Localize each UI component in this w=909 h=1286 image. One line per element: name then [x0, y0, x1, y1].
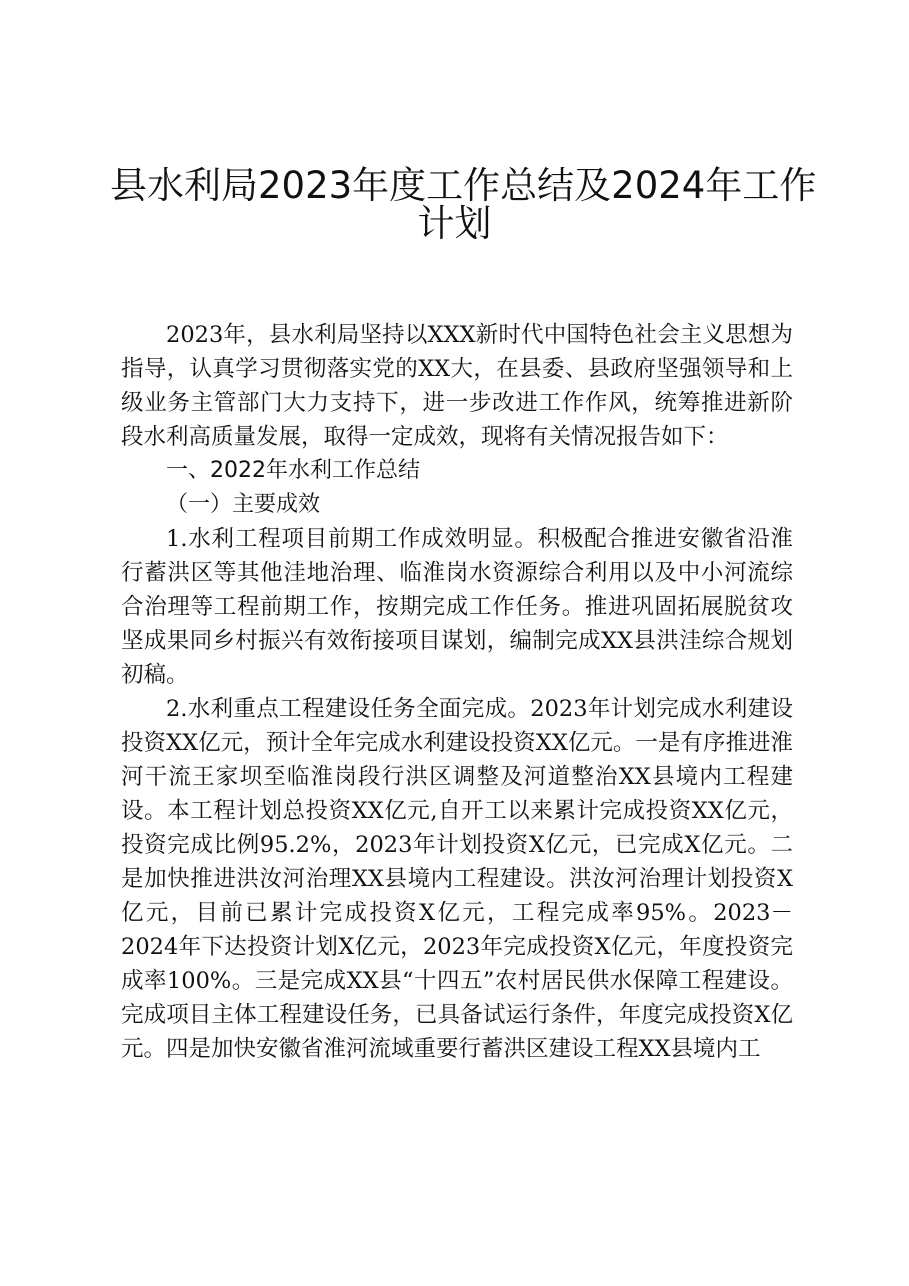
document-body — [121, 318, 793, 1066]
paragraph-2: 2.水利重点工程建设任务全面完成。2023年计划完成水利建设投资XX亿元，预计全年完成水利建设投资XX亿元。一是有序推进淮河干流王家坝至临淮岗段行洪区调整及河道整治XX县境内工程建设。本工程计划总投资XX亿元,自开工以来累计完成投资XX亿元，投资完成比例95.2%，2023年计划投资X亿元，已完成X亿元。二是加快推进洪汝河治理XX县境内工程建设。洪汝河治理计划投资X亿元，目前已累计完成投资X亿元，工程完成率95%。2023－2024年下达投资计划X亿元，2023年完成投资X亿元，年度投资完成率100%。三是完成XX县“十四五”农村居民供水保障工程建设。完成项目主体工程建设任务，已具备试运行条件，年度完成投资X亿元。四是加快安徽省淮河流域重要行蓄洪区建设工程XX县境内工 — [121, 696, 793, 1062]
intro-paragraph: 2023年，县水利局坚持以XXX新时代中国特色社会主义思想为指导，认真学习贯彻落实党的XX大，在县委、县政府坚强领导和上级业务主管部门大力支持下，进一步改进工作作风，统筹推进新阶段水利高质量发展，取得一定成效，现将有关情况报告如下： — [121, 322, 793, 450]
section-heading-1: 一、2022年水利工作总结 — [166, 458, 420, 483]
paragraph-1: 1.水利工程项目前期工作成效明显。积极配合推进安徽省沿淮行蓄洪区等其他洼地治理、临淮岗水资源综合利用以及中小河流综合治理等工程前期工作，按期完成工作任务。推进巩固拓展脱贫攻坚成果同乡村振兴有效衔接项目谋划，编制完成XX县洪洼综合规划初稿。 — [121, 526, 793, 688]
document-title-line2: 计划 — [417, 202, 492, 245]
document-title-line1: 县水利局2023年度工作总结及2024年工作 — [110, 164, 817, 207]
subsection-heading-1: （一）主要成效 — [166, 492, 321, 517]
